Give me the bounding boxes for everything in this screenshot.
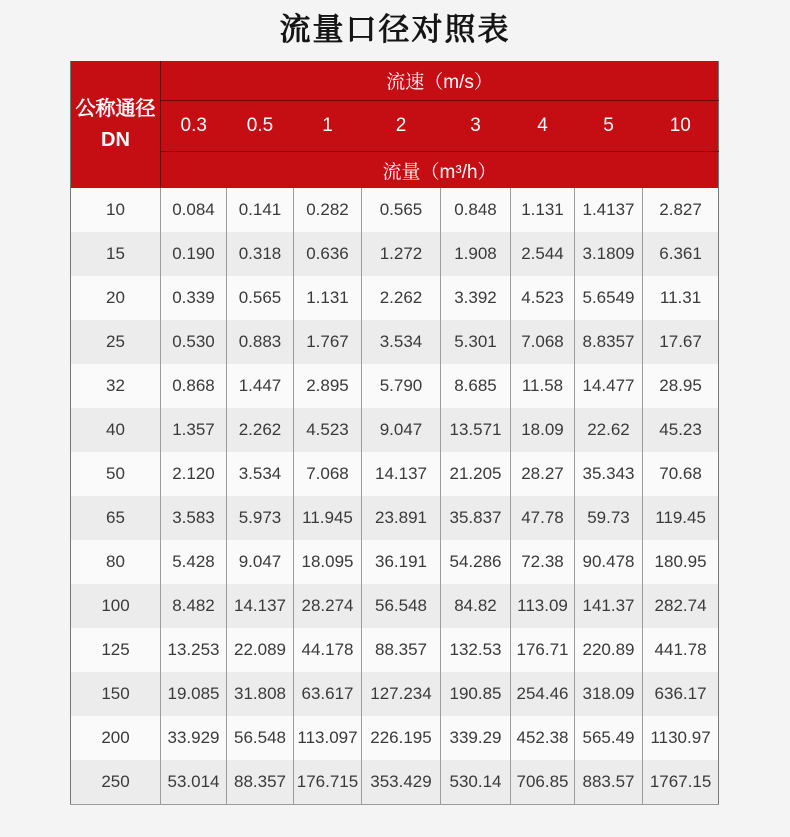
flow-value-cell: 883.57 [575,760,643,805]
dn-cell: 200 [101,728,130,747]
flow-value-cell: 17.67 [643,320,719,364]
flow-value-cell: 2.544 [511,232,575,276]
dn-cell: 100 [101,596,130,615]
flow-value-cell: 0.190 [161,232,227,276]
flow-value-cell: 1.767 [294,320,362,364]
header-row-speed-unit [71,61,719,101]
speed-value-cell: 10 [643,101,719,152]
speed-value-cell: 0.3 [161,101,227,152]
flow-value-cell: 3.534 [227,452,294,496]
flow-value-cell: 14.137 [362,452,441,496]
flow-value-cell: 88.357 [362,628,441,672]
flow-value-cell: 3.534 [362,320,441,364]
flow-value-cell: 1.908 [441,232,511,276]
flow-value-cell: 441.78 [643,628,719,672]
flow-value-cell: 5.973 [227,496,294,540]
flow-value-cell: 90.478 [575,540,643,584]
flow-value-cell: 35.343 [575,452,643,496]
flow-value-cell: 119.45 [643,496,719,540]
flow-value-cell: 530.14 [441,760,511,805]
flow-value-cell: 353.429 [362,760,441,805]
flow-value-cell: 56.548 [362,584,441,628]
table-row [71,496,719,540]
flow-value-cell: 636.17 [643,672,719,716]
flow-value-cell: 23.891 [362,496,441,540]
flow-value-cell: 70.68 [643,452,719,496]
dn-cell: 50 [106,464,125,483]
table-row [71,672,719,716]
flow-value-cell: 22.62 [575,408,643,452]
dn-cell: 250 [101,772,130,791]
speed-value-cell: 0.5 [227,101,294,152]
flow-value-cell: 31.808 [227,672,294,716]
table-row [71,760,719,805]
speed-values-row [71,101,719,152]
flow-value-cell: 0.282 [294,188,362,232]
flow-value-cell: 282.74 [643,584,719,628]
flow-value-cell: 0.883 [227,320,294,364]
flow-value-cell: 1767.15 [643,760,719,805]
flow-value-cell: 3.583 [161,496,227,540]
flow-value-cell: 7.068 [511,320,575,364]
flow-value-cell: 44.178 [294,628,362,672]
flow-value-cell: 5.6549 [575,276,643,320]
flow-value-cell: 53.014 [161,760,227,805]
dn-cell: 32 [106,376,125,395]
flow-value-cell: 0.530 [161,320,227,364]
flow-value-cell: 565.49 [575,716,643,760]
flow-value-cell: 190.85 [441,672,511,716]
dn-cell: 20 [106,288,125,307]
table-row [71,232,719,276]
flow-value-cell: 45.23 [643,408,719,452]
flow-value-cell: 0.636 [294,232,362,276]
flow-value-cell: 180.95 [643,540,719,584]
dn-cell: 10 [106,200,125,219]
flow-value-cell: 21.205 [441,452,511,496]
table-row [71,364,719,408]
flow-value-cell: 3.392 [441,276,511,320]
dn-header-cell [71,61,161,188]
flow-value-cell: 8.685 [441,364,511,408]
flow-value-cell: 0.868 [161,364,227,408]
header-row-flow-unit [71,152,719,189]
flow-value-cell: 1130.97 [643,716,719,760]
flow-value-cell: 2.120 [161,452,227,496]
flow-value-cell: 5.301 [441,320,511,364]
dn-cell: 15 [106,244,125,263]
dn-cell: 65 [106,508,125,527]
flow-value-cell: 14.477 [575,364,643,408]
flow-value-cell: 22.089 [227,628,294,672]
flow-value-cell: 88.357 [227,760,294,805]
flow-value-cell: 1.272 [362,232,441,276]
flow-value-cell: 28.27 [511,452,575,496]
flow-value-cell: 1.447 [227,364,294,408]
flow-value-cell: 0.339 [161,276,227,320]
flow-value-cell: 6.361 [643,232,719,276]
flow-value-cell: 8.8357 [575,320,643,364]
flow-value-cell: 1.357 [161,408,227,452]
flow-value-cell: 18.095 [294,540,362,584]
flow-value-cell: 220.89 [575,628,643,672]
flow-value-cell: 113.097 [294,716,362,760]
table-row [71,408,719,452]
flow-value-cell: 36.191 [362,540,441,584]
flow-value-cell: 127.234 [362,672,441,716]
dn-cell: 125 [101,640,130,659]
flow-value-cell: 1.4137 [575,188,643,232]
flow-value-cell: 28.95 [643,364,719,408]
speed-value-cell: 2 [362,101,441,152]
table-row [71,716,719,760]
speed-value-cell: 5 [575,101,643,152]
table-body [71,188,719,805]
flow-value-cell: 59.73 [575,496,643,540]
flow-value-cell: 706.85 [511,760,575,805]
table-row [71,540,719,584]
dn-header-line1: 公称通径 [75,97,156,120]
flow-value-cell: 4.523 [294,408,362,452]
flow-value-cell: 254.46 [511,672,575,716]
flow-value-cell: 339.29 [441,716,511,760]
flow-value-cell: 56.548 [227,716,294,760]
table-row [71,584,719,628]
flow-value-cell: 132.53 [441,628,511,672]
flow-value-cell: 4.523 [511,276,575,320]
speed-value-cell: 1 [294,101,362,152]
flow-value-cell: 0.318 [227,232,294,276]
flow-value-cell: 5.428 [161,540,227,584]
table-row [71,320,719,364]
flow-value-cell: 35.837 [441,496,511,540]
flow-value-cell: 0.141 [227,188,294,232]
flow-value-cell: 84.82 [441,584,511,628]
flow-value-cell: 318.09 [575,672,643,716]
flow-value-cell: 7.068 [294,452,362,496]
flow-value-cell: 452.38 [511,716,575,760]
flow-value-cell: 13.571 [441,408,511,452]
flow-value-cell: 18.09 [511,408,575,452]
flow-value-cell: 54.286 [441,540,511,584]
table-header [71,61,719,188]
flow-value-cell: 19.085 [161,672,227,716]
flow-value-cell: 5.790 [362,364,441,408]
flow-value-cell: 226.195 [362,716,441,760]
flow-value-cell: 0.565 [362,188,441,232]
speed-value-cell: 3 [441,101,511,152]
dn-cell: 80 [106,552,125,571]
flow-value-cell: 8.482 [161,584,227,628]
flow-value-cell: 2.262 [362,276,441,320]
table-row [71,628,719,672]
flow-diameter-table [70,61,719,805]
flow-value-cell: 9.047 [362,408,441,452]
flow-value-cell: 2.827 [643,188,719,232]
page-title: 流量口径对照表 [279,12,511,47]
flow-value-cell: 11.58 [511,364,575,408]
flow-value-cell: 0.084 [161,188,227,232]
flow-value-cell: 28.274 [294,584,362,628]
flow-value-cell: 11.31 [643,276,719,320]
dn-cell: 25 [106,332,125,351]
flow-unit-header: 流量（m³/h） [161,152,719,189]
speed-unit-header: 流速（m/s） [161,61,719,101]
dn-cell: 40 [106,420,125,439]
flow-value-cell: 0.848 [441,188,511,232]
table-row [71,276,719,320]
flow-value-cell: 13.253 [161,628,227,672]
flow-value-cell: 141.37 [575,584,643,628]
flow-value-cell: 2.262 [227,408,294,452]
flow-value-cell: 9.047 [227,540,294,584]
flow-value-cell: 113.09 [511,584,575,628]
flow-value-cell: 33.929 [161,716,227,760]
speed-value-cell: 4 [511,101,575,152]
flow-value-cell: 1.131 [294,276,362,320]
table-row [71,188,719,232]
dn-header-line2: DN [101,128,130,151]
flow-value-cell: 3.1809 [575,232,643,276]
flow-value-cell: 1.131 [511,188,575,232]
flow-value-cell: 2.895 [294,364,362,408]
flow-value-cell: 11.945 [294,496,362,540]
flow-value-cell: 176.71 [511,628,575,672]
flow-value-cell: 47.78 [511,496,575,540]
table-row [71,452,719,496]
dn-cell: 150 [101,684,130,703]
flow-value-cell: 176.715 [294,760,362,805]
flow-value-cell: 0.565 [227,276,294,320]
flow-value-cell: 63.617 [294,672,362,716]
flow-value-cell: 72.38 [511,540,575,584]
flow-value-cell: 14.137 [227,584,294,628]
